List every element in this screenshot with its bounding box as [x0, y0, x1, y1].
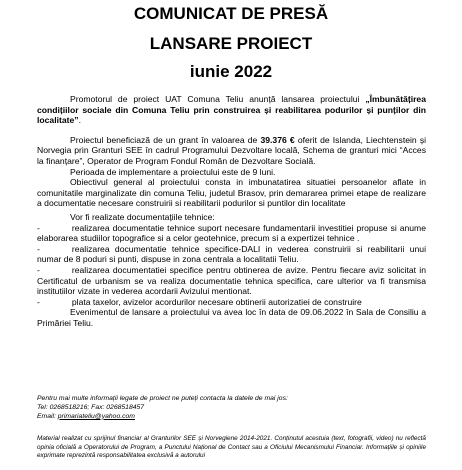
list-item-text: realizarea documentatie tehnice suport necesare fundamentarii investitiei propuse si anume elaborarea studiilor topografice si a celor geotehnice, precum si a expertizei tehnice . — [37, 222, 426, 244]
contact-intro: Pentru mai multe informații legate de proiect ne puteți contacta la datele de mai jos: — [37, 395, 288, 402]
email-link[interactable]: primariateliu@yahoo.com — [57, 412, 135, 420]
list-item — [37, 297, 426, 308]
grant-prefix: Proiectul beneficiază de un grant în valoarea de — [70, 134, 258, 145]
contact-phone: Tel: 0268518216; Fax: 0268518457 — [37, 403, 145, 411]
objective-paragraph: Obiectivul general al proiectului consta in imbunatatirea situatiei persoanelor aflate in comunitatile marginalizate din comuna Teliu, judetul Brasov, prin demararea primei etape de realizare a documentatie necesare construirii si reabilitarii podurilor si puntilor din localitate — [37, 177, 426, 209]
grant-amount: 39.376 € — [260, 134, 295, 145]
list-dash: - — [37, 243, 40, 254]
list-item-text: realizarea documentatiei specifice pentru obtinerea de avize. Pentru fiecare aviz solicitat in Certificatul de urbanism se va realiza documentatie tehnica specifica, care ulterior va fi transmisa institutiilor vizate in vederea acordarii Avizului mentionat. — [37, 264, 426, 297]
list-item — [37, 244, 426, 265]
title-project-launch: LANSARE PROIECT — [149, 34, 313, 53]
docs-intro: Vor fi realizate documentațiile tehnice: — [70, 211, 215, 222]
event-paragraph: Evenimentul de lansare a proiectului va avea loc în data de 09.06.2022 în Sala de Consiliu a Primăriei Teliu. — [37, 307, 426, 328]
title-press-release: COMUNICAT DE PRESĂ — [133, 4, 329, 23]
list-dash: - — [37, 264, 40, 275]
title-date: iunie 2022 — [189, 62, 273, 81]
press-release-body — [37, 94, 426, 328]
list-item-text: realizarea documentatie tehnice specifice-DALI in vederea construirii si reabilitarii unui numar de 8 poduri si punti, dispuse in zona centrala a localitatii Teliu. — [37, 243, 426, 265]
list-item-text: plata taxelor, avizelor acordurilor necesare obtinerii autorizatiei de construire — [71, 296, 362, 307]
funding-disclaimer: Material realizat cu sprijinul financiar al Granturilor SEE și Norvegiene 2014-2021. Conținutul acestuia (text, fotografii, video) nu reflectă opinia oficială a Operatorului de Program, a Punctului Național de Contact sau a Oficiului Mecanismului Financiar. Informațiile și opiniile exprimate reprezintă responsabilitatea exclusivă a autorului — [37, 435, 426, 460]
list-item — [37, 223, 426, 244]
list-dash: - — [37, 222, 40, 233]
intro-suffix: . — [78, 115, 81, 126]
intro-prefix: Promotorul de proiect UAT Comuna Teliu anunță lansarea proiectului — [70, 94, 360, 104]
project-name: „Îmbunătățirea condițiilor sociale din Comuna Teliu prin construirea și reabilitarea podurilor și punților din localitate” — [37, 94, 426, 126]
contact-block — [37, 395, 426, 421]
intro-paragraph — [37, 94, 426, 126]
period-paragraph: Perioada de implementare a proiectului este de 9 luni. — [70, 166, 276, 177]
list-dash: - — [37, 296, 40, 307]
contact-email-line — [37, 413, 426, 422]
grant-paragraph — [37, 135, 426, 167]
list-item — [37, 265, 426, 297]
grant-suffix: oferit de Islanda, Liechtenstein și Norvegia prin Granturi SEE în cadrul Programului Dezvoltare locală, Schema de granturi mici “Acces la finanțare”, Operator de Program Fondul Român de Dezvoltare Socială. — [37, 134, 427, 166]
email-label: Email: — [37, 412, 56, 420]
